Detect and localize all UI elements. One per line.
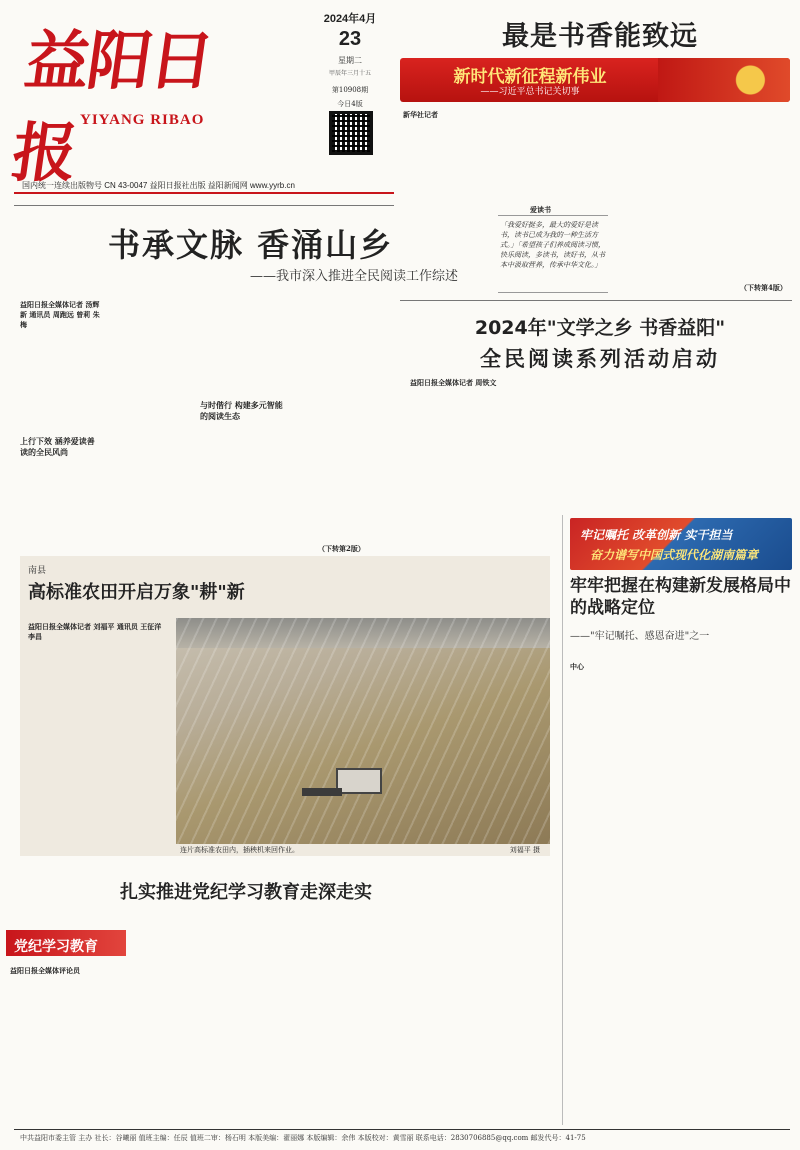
publication-info: 国内统一连续出版物号 CN 43-0047 益阳日报社出版 益阳新闻网 www.yyrb.cn [22,181,295,190]
farmland-photo[interactable] [176,618,550,844]
discipline-banner-text: 党纪学习教育 [14,939,98,955]
bottom-col-2 [115,915,220,1122]
page-footer: 中共益阳市委主管 主办 社长：谷曦丽 值班主编：任辰 值班二审：杨石明 本版美编：翟丽娜 本版编辑：余伟 本版校对：黄雪丽 联系电话：2830706885@qq.com 邮发代号：41-75 [20,1134,586,1142]
tractor-image [336,768,382,794]
lead-top-rule [14,205,394,206]
bottom-col-5 [445,915,555,1122]
issue-number: 第10908期 [331,86,369,94]
second-story-title-2[interactable]: 全民阅读系列活动启动 [480,347,720,371]
lead-subhead-2: 与时偕行 构建多元智能的阅读生态 [200,400,283,421]
lead-col-1b [20,452,100,547]
top-story-byline: 新华社记者 [403,110,438,119]
masthead-divider [14,192,394,194]
second-story-title-1[interactable]: 2024年"文学之乡 书香益阳" [474,317,726,339]
top-story-banner [400,58,790,102]
photo-story-title[interactable]: 高标准农田开启万象"耕"新 [28,582,245,603]
bottom-col-1 [10,982,110,1122]
lead-continued[interactable]: （下转第2版） [318,544,365,553]
quote-box: 「我爱好挺多，最大的爱好是读书，读书已成为我的一种生活方式。」「希望孩子们养成阅读习惯，快乐阅读，多读书，读好书，从书本中汲取营养，传承中华文化。」 [498,215,608,293]
lead-story-title[interactable]: 书承文脉 香涌山乡 [108,226,394,264]
photo-credit: 刘福平 摄 [509,846,540,854]
second-col-1 [410,392,530,512]
date-weekday: 星期二 [338,56,362,65]
bottom-story-title[interactable]: 扎实推进党纪学习教育走深走实 [120,882,372,903]
bottom-col-3 [225,915,330,1122]
lead-col-3 [200,300,282,545]
second-story-byline: 益阳日报全媒体记者 周铁文 [410,378,497,387]
banner-decoration [658,58,790,102]
section-divider [400,300,792,301]
commentary-title[interactable]: 牢牢把握在构建新发展格局中的战略定位 [570,576,791,618]
top-story-col-2 [498,125,608,205]
banner-title: 新时代新征程新伟业 [453,67,607,87]
bottom-col-4 [335,915,440,1122]
promo-line-1: 牢记嘱托 改革创新 实干担当 [580,528,733,542]
commentary-subtitle: ——"牢记嘱托、感恩奋进"之一 [570,631,710,642]
lead-story-byline: 益阳日报全媒体记者 汤辉新 通讯员 周跑远 曾莉 朱梅 [20,300,100,329]
column-divider [562,515,563,1125]
top-story-continued[interactable]: （下转第4版） [740,283,787,292]
commentary-byline: 中心 [570,662,584,671]
lead-col-2 [112,300,194,545]
date-year-month: 2024年4月 [323,13,377,25]
lead-col-1a [20,330,100,430]
photo-caption-row [180,845,550,855]
commentary-col-2 [682,600,792,1121]
date-block [320,10,380,109]
qr-code-icon[interactable] [329,111,373,155]
top-story-title[interactable]: 最是书香能致远 [502,21,698,52]
photo-story-text [28,636,170,851]
top-story-col-3 [614,105,792,285]
page-count: 今日4版 [337,100,363,108]
photo-story-region: 南县 [28,566,47,576]
second-col-3 [660,378,790,512]
footer-divider [14,1129,790,1130]
logo-text: 益阳日报 [7,24,217,191]
date-day: 23 [338,28,362,50]
photo-caption: 连片高标准农田内，插秧机来回作业。 [180,846,299,854]
promo-line-2: 奋力谱写中国式现代化湖南篇章 [590,548,759,562]
banner-subtitle: ——习近平总书记关切事 [480,87,580,97]
quote-title: 爱读书 [530,205,551,214]
photo-field-rows [176,618,550,844]
lead-subhead-1: 上行下效 涵养爱读善读的全民风尚 [20,436,95,457]
photo-story-byline: 益阳日报全媒体记者 刘福平 通讯员 王征洋 李昌 [28,622,162,641]
lead-col-4 [290,300,390,545]
top-story-col-1 [403,125,498,205]
date-lunar: 甲辰年三月十五 [328,70,371,77]
logo-english: YIYANG RIBAO [80,112,205,128]
commentary-col-1 [570,676,675,1121]
promo-banner[interactable] [570,518,792,570]
lead-story-subtitle: ——我市深入推进全民阅读工作综述 [250,269,459,284]
second-col-2 [535,392,655,512]
bottom-story-byline: 益阳日报全媒体评论员 [10,966,80,975]
